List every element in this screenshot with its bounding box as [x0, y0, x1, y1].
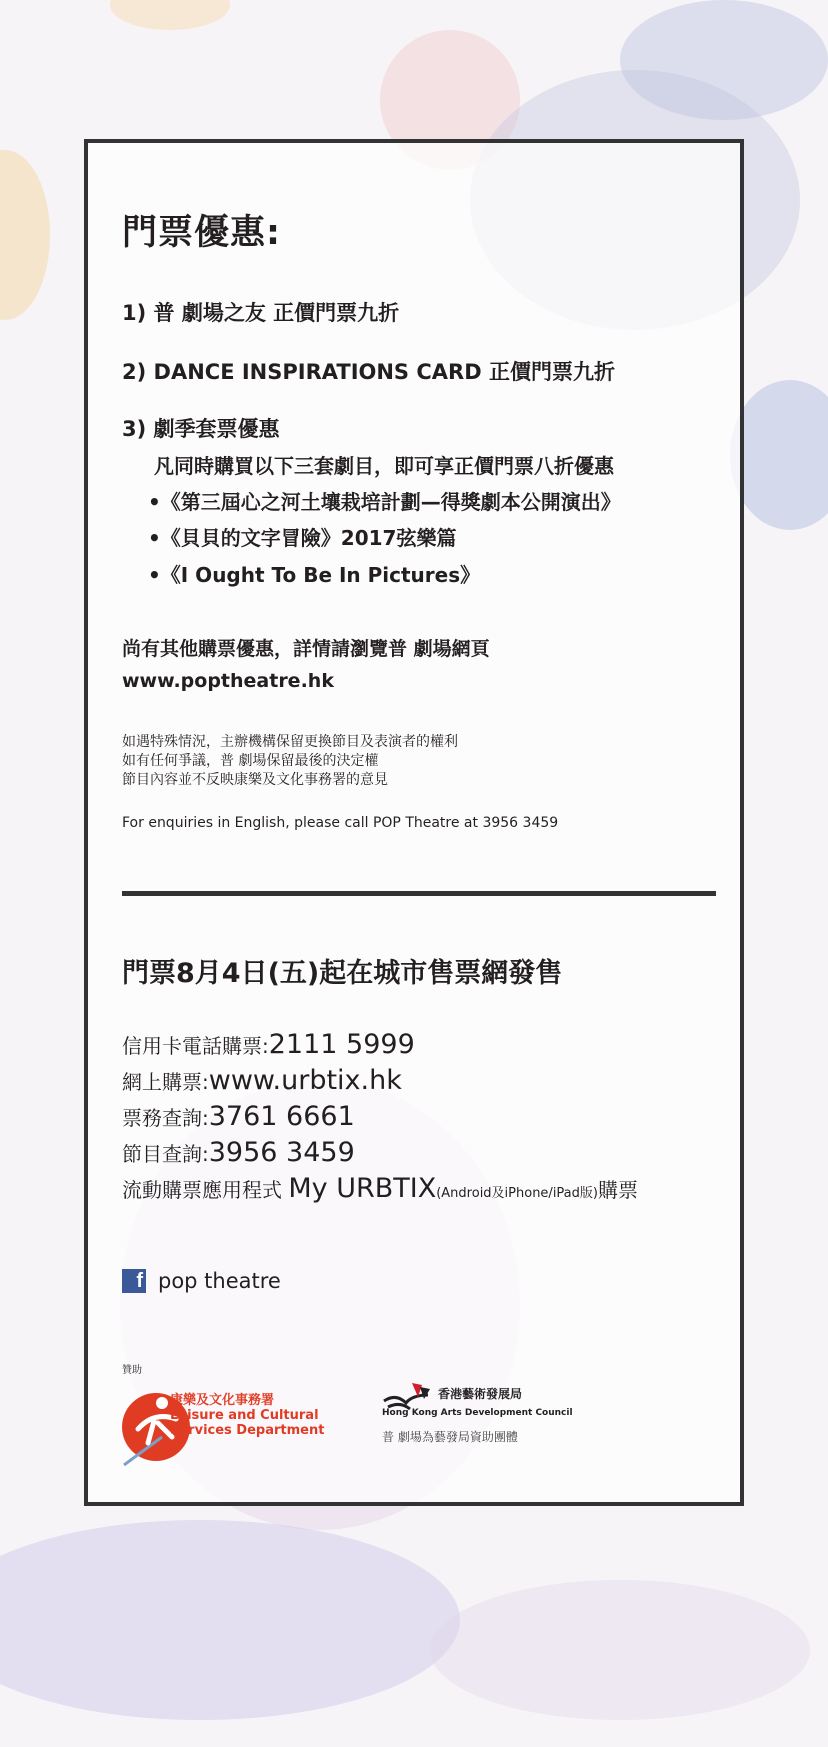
- offer-number: 2): [122, 360, 147, 384]
- facebook-label: pop theatre: [158, 1269, 281, 1293]
- facebook-link[interactable]: [122, 1269, 281, 1293]
- disclaimer-1: 如遇特殊情況，主辦機構保留更換節目及表演者的權利: [122, 734, 458, 750]
- mobile-app-booking: [122, 1173, 638, 1204]
- online-booking-label: 網上購票:: [122, 1070, 209, 1094]
- sponsor-label: 贊助: [122, 1365, 142, 1376]
- adc-funding-note: 普 劇場為藝發局資助團體: [382, 1430, 518, 1444]
- offer-item-2: [122, 356, 615, 386]
- offers-heading: 門票優惠:: [122, 213, 281, 253]
- offer-text: 普 劇場之友 正價門票九折: [153, 301, 400, 325]
- section-divider: [122, 891, 716, 896]
- online-booking: [122, 1065, 402, 1096]
- app-prefix: 流動購票應用程式: [122, 1178, 282, 1202]
- app-suffix: 購票: [597, 1178, 638, 1202]
- app-name[interactable]: My URBTIX: [288, 1173, 437, 1204]
- package-show-3: •《I Ought To Be In Pictures》: [148, 563, 481, 587]
- more-offers-text: 尚有其他購票優惠，詳情請瀏覽普 劇場網頁: [122, 638, 490, 660]
- lcsd-name-en-2: Services Department: [170, 1423, 325, 1438]
- credit-card-hotline: [122, 1029, 415, 1060]
- adc-name-en: Hong Kong Arts Development Council: [382, 1408, 573, 1418]
- package-description: 凡同時購買以下三套劇目，即可享正價門票八折優惠: [154, 454, 614, 478]
- disclaimer-2: 如有任何爭議，普 劇場保留最後的決定權: [122, 753, 379, 769]
- lcsd-name-en-1: Leisure and Cultural: [170, 1408, 319, 1423]
- website-link[interactable]: www.poptheatre.hk: [122, 670, 334, 692]
- ticketing-enquiry-number[interactable]: 3761 6661: [208, 1101, 355, 1132]
- english-enquiry-note: For enquiries in English, please call POP Theatre at 3956 3459: [122, 815, 559, 831]
- disclaimer-3: 節目內容並不反映康樂及文化事務署的意見: [122, 772, 388, 788]
- adc-name-cn: 香港藝術發展局: [438, 1387, 523, 1401]
- offer-number: 3): [122, 417, 147, 441]
- ticket-sale-heading: 門票8月4日(五)起在城市售票網發售: [122, 958, 563, 989]
- offer-item-3: [122, 413, 280, 443]
- offer-text: 劇季套票優惠: [153, 417, 280, 441]
- app-platforms: (Android及iPhone/iPad版): [436, 1186, 598, 1201]
- info-panel: [84, 139, 744, 1506]
- programme-enquiry-number[interactable]: 3956 3459: [208, 1137, 355, 1168]
- package-show-1: •《第三屆心之河土壤栽培計劃—得獎劇本公開演出》: [148, 490, 621, 514]
- lcsd-name: [170, 1393, 324, 1438]
- programme-enquiry-label: 節目查詢:: [122, 1142, 209, 1166]
- adc-name: [438, 1386, 522, 1402]
- offer-item-1: [122, 297, 399, 327]
- lcsd-name-cn: 康樂及文化事務署: [170, 1393, 275, 1408]
- credit-card-number[interactable]: 2111 5999: [268, 1029, 415, 1060]
- offer-text: DANCE INSPIRATIONS CARD 正價門票九折: [153, 360, 615, 384]
- urbtix-link[interactable]: www.urbtix.hk: [208, 1065, 402, 1096]
- credit-card-label: 信用卡電話購票:: [122, 1034, 269, 1058]
- ticketing-enquiry-label: 票務查詢:: [122, 1106, 209, 1130]
- programme-enquiry: [122, 1137, 355, 1168]
- ticketing-enquiry: [122, 1101, 355, 1132]
- package-show-2: •《貝貝的文字冒險》2017弦樂篇: [148, 526, 457, 550]
- facebook-icon: f: [122, 1269, 146, 1293]
- offer-number: 1): [122, 301, 147, 325]
